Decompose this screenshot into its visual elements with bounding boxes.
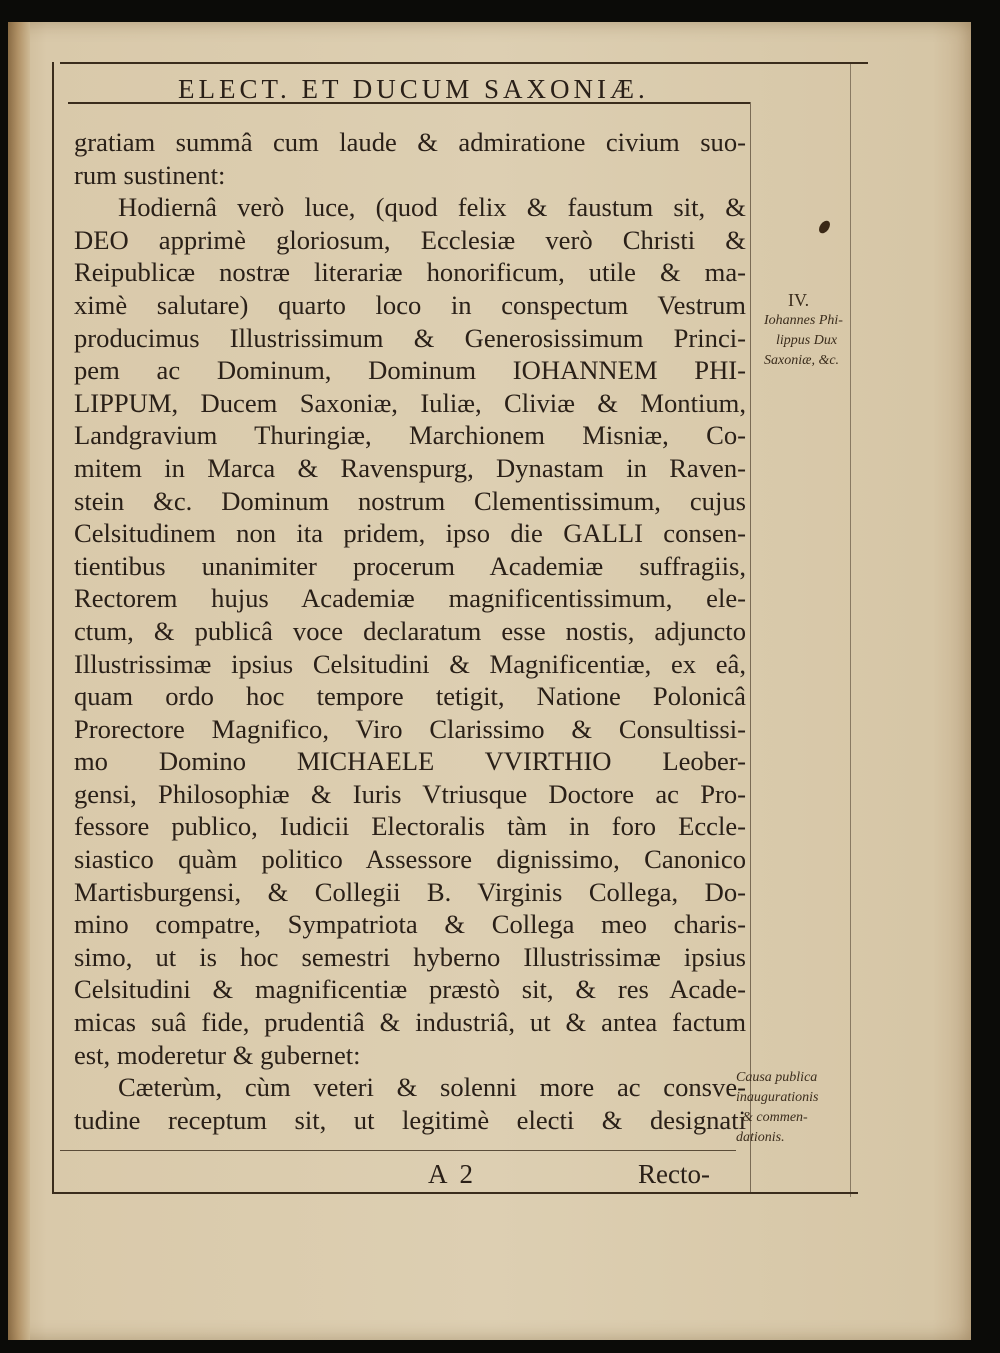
text-line: micas suâ fide, prudentiâ & industriâ, ut & antea factum bbox=[74, 1007, 746, 1038]
text-line: ctum, & publicâ voce declaratum esse nostis, adjuncto bbox=[74, 615, 746, 646]
text-line: rum sustinent: bbox=[74, 159, 226, 190]
text-line: gensi, Philosophiæ & Iuris Vtriusque Doctore ac Pro- bbox=[74, 778, 746, 809]
margin-note-line: dationis. bbox=[736, 1130, 785, 1145]
margin-note-iv bbox=[764, 290, 843, 371]
signature-mark: A 2 bbox=[428, 1159, 474, 1189]
text-line: pem ac Dominum, Dominum IOHANNEM PHI- bbox=[74, 355, 746, 386]
footer-rule bbox=[60, 1150, 736, 1151]
text-line: Celsitudini & magnificentiæ præstò sit, & res Acade- bbox=[74, 974, 746, 1005]
right-frame-rule bbox=[850, 62, 851, 1197]
text-line: tientibus unanimiter procerum Academiæ suffragiis, bbox=[74, 550, 746, 581]
text-line: mo Domino MICHAELE VVIRTHIO Leober- bbox=[74, 746, 746, 777]
margin-note-causa bbox=[736, 1068, 818, 1148]
left-frame-rule bbox=[52, 62, 54, 1194]
text-line: LIPPUM, Ducem Saxoniæ, Iuliæ, Cliviæ & Montium, bbox=[74, 387, 746, 418]
ink-blot bbox=[817, 219, 832, 236]
text-line: Hodiernâ verò luce, (quod felix & faustum sit, & bbox=[118, 192, 746, 223]
margin-note-line: Saxoniæ, &c. bbox=[764, 353, 840, 368]
margin-note-line: lippus Dux bbox=[776, 333, 838, 348]
book-page bbox=[8, 22, 971, 1340]
running-header: ELECT. ET DUCUM SAXONIÆ. bbox=[178, 74, 649, 104]
text-line: producimus Illustrissimum & Generosissimum Princi- bbox=[74, 322, 746, 353]
text-line: Prorectore Magnifico, Viro Clarissimo & Consultissi- bbox=[74, 713, 746, 744]
text-line: DEO apprimè gloriosum, Ecclesiæ verò Christi & bbox=[74, 224, 746, 255]
text-line: tudine receptum sit, ut legitimè electi & designati bbox=[74, 1104, 746, 1135]
margin-note-line: Causa publica bbox=[736, 1070, 818, 1085]
text-line: siastico quàm politico Assessore dignissimo, Canonico bbox=[74, 844, 746, 875]
text-line: Reipublicæ nostræ literariæ honorificum, utile & ma- bbox=[74, 257, 746, 288]
text-line: simo, ut is hoc semestri hyberno Illustrissimæ ipsius bbox=[74, 941, 746, 972]
margin-note-number: IV. bbox=[788, 290, 810, 310]
body-text bbox=[74, 126, 746, 1136]
margin-note-line: inaugurationis bbox=[736, 1090, 819, 1105]
text-line: stein &c. Dominum nostrum Clementissimum, cujus bbox=[74, 485, 746, 516]
text-line: Celsitudinem non ita pridem, ipso die GALLI consen- bbox=[74, 518, 746, 549]
bottom-rule bbox=[52, 1192, 858, 1194]
text-line: quam ordo hoc tempore tetigit, Natione Polonicâ bbox=[74, 681, 746, 712]
text-line: mitem in Marca & Ravenspurg, Dynastam in Raven- bbox=[74, 452, 746, 483]
page-gutter-shadow bbox=[8, 22, 30, 1340]
text-line: ximè salutare) quarto loco in conspectum Vestrum bbox=[74, 289, 746, 320]
text-line: Rectorem hujus Academiæ magnificentissimum, ele- bbox=[74, 583, 746, 614]
margin-note-line: Iohannes Phi- bbox=[764, 313, 843, 328]
text-line: mino compatre, Sympatriota & Collega meo charis- bbox=[74, 909, 746, 940]
catchword: Recto- bbox=[638, 1159, 710, 1189]
margin-note-line: & commen- bbox=[742, 1110, 808, 1125]
text-line: Cæterùm, cùm veteri & solenni more ac consve- bbox=[118, 1072, 746, 1103]
text-line: est, moderetur & gubernet: bbox=[74, 1039, 361, 1070]
text-line: Landgravium Thuringiæ, Marchionem Misniæ, Co- bbox=[74, 420, 746, 451]
text-line: Illustrissimæ ipsius Celsitudini & Magnificentiæ, ex eâ, bbox=[74, 648, 746, 679]
top-rule bbox=[60, 62, 868, 64]
text-line: gratiam summâ cum laude & admiratione civium suo- bbox=[74, 127, 746, 157]
text-line: fessore publico, Iudicii Electoralis tàm in foro Eccle- bbox=[74, 811, 746, 842]
text-line: Martisburgensi, & Collegii B. Virginis Collega, Do- bbox=[74, 876, 746, 907]
column-divider-rule bbox=[750, 102, 751, 1192]
